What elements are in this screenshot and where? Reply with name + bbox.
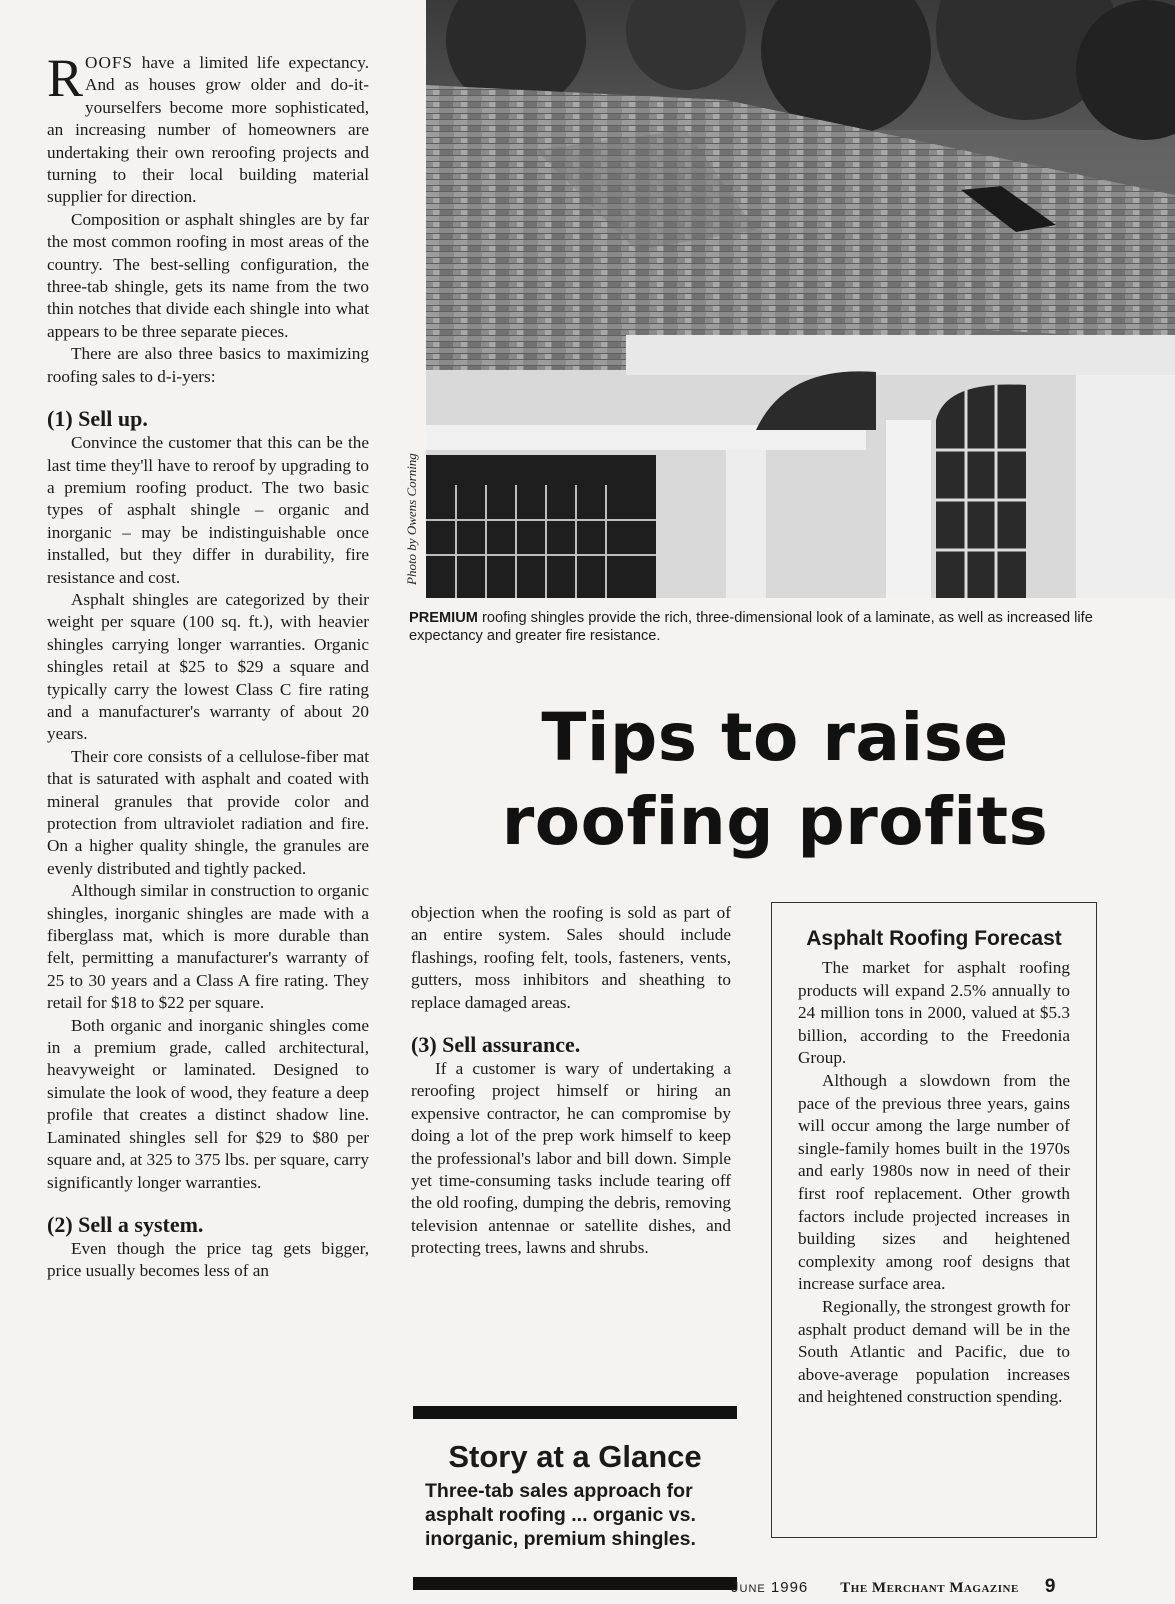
article-paragraph-1-text: have a limited life expectancy. And as houses grow older and do-it-yourselfers become more sophisticated, an increasing number of homeowners are undertaking their own reroofing projects and turning to their local building material supplier for direction. <box>47 53 369 207</box>
lead-caps: OOFS <box>85 53 133 72</box>
sidebar-paragraph-1: The market for asphalt roofing products will expand 2.5% annually to 24 million tons in 2000, valued at $5.3 billion, according to the Freedonia Group. <box>798 958 1070 1068</box>
page-footer <box>731 1576 1111 1598</box>
roof-photo-illustration <box>426 0 1175 598</box>
article-paragraph-10: objection when the roofing is sold as part of an entire system. Sales should include flashings, roofing felt, tools, fasteners, vents, gutters, moss inhibitors and sheathing to replace damaged areas. <box>411 903 731 1012</box>
subhead-sell-assurance: (3) Sell assurance. <box>411 1032 581 1058</box>
article-column-middle <box>411 902 731 1260</box>
article-column-left <box>47 48 369 1283</box>
sidebar-title: Asphalt Roofing Forecast <box>806 927 1062 950</box>
magazine-name: The Merchant Magazine <box>840 1580 1019 1596</box>
issue-date: June 1996 <box>731 1579 809 1596</box>
headline <box>430 696 1120 864</box>
glance-top-rule <box>413 1406 737 1419</box>
photo-caption <box>409 609 1109 645</box>
caption-text: roofing shingles provide the rich, three-dimensional look of a laminate, as well as increased life expectancy and greater fire resistance. <box>409 610 1093 644</box>
article-paragraph-6: Their core consists of a cellulose-fiber mat that is saturated with asphalt and coated with mineral granules that provide color and protection from ultraviolet radiation and fire. On a higher quality shingle, the granules are evenly distributed and tightly packed. <box>47 746 369 878</box>
subhead-sell-up: (1) Sell up. <box>47 406 148 432</box>
article-paragraph-8: Both organic and inorganic shingles come in a premium grade, called architectural, heavyweight or laminated. Designed to simulate the look of wood, they feature a deep profile that creates a distinct shadow line. Laminated shingles sell for $29 to $80 per square and, at 325 to 375 lbs. per square, carry significantly longer warranties. <box>47 1015 369 1192</box>
article-paragraph-5: Asphalt shingles are categorized by their weight per square (100 sq. ft.), with heavier shingles carrying longer warranties. Organic shingles retail at $25 to $29 a square and typically carry the lowest Class C fire rating and a manufacturer's warranty of about 20 years. <box>47 589 369 744</box>
article-paragraph-4: Convince the customer that this can be the last time they'll have to reroof by upgrading to a premium roofing product. The two basic types of asphalt shingle – organic and inorganic – may be indistinguishable once installed, but they differ in durability, fire resistance and cost. <box>47 433 369 587</box>
page-number: 9 <box>1044 1576 1056 1597</box>
story-at-a-glance <box>413 1406 737 1590</box>
article-paragraph-2: Composition or asphalt shingles are by far the most common roofing in most areas of the country. The best-selling configuration, the three-tab shingle, gets its name from the two thin notches that divide each shingle into what appears to be three separate pieces. <box>47 209 369 341</box>
article-paragraph-1 <box>47 48 369 209</box>
article-paragraph-3: There are also three basics to maximizing roofing sales to d-i-yers: <box>47 344 369 386</box>
caption-lead: PREMIUM <box>409 610 478 626</box>
roof-photo <box>426 0 1175 598</box>
glance-bottom-rule <box>413 1577 737 1590</box>
glance-title: Story at a Glance <box>448 1439 702 1474</box>
glance-text: Three-tab sales approach for asphalt roofing ... organic vs. inorganic, premium shingles. <box>425 1480 696 1550</box>
sidebar-paragraph-2: Although a slowdown from the pace of the previous three years, gains will occur among the large number of single-family homes built in the 1970s and early 1980s now in need of their first roof replacement. Other growth factors include projected increases in building sizes and heightened complexity among roof designs that increase surface area. <box>798 1070 1070 1294</box>
headline-line-1: Tips to raise <box>541 699 1009 776</box>
sidebar-paragraph-3: Regionally, the strongest growth for asphalt product demand will be in the South Atlantic and Pacific, due to above-average population increases and heightened construction spending. <box>798 1296 1070 1407</box>
drop-cap: R <box>47 48 84 108</box>
article-paragraph-11: If a customer is wary of undertaking a reroofing project himself or hiring an expensive contractor, he can compromise by doing a lot of the prep work himself to keep the professional's labor and bill down. Simple yet time-consuming tasks include tearing off the old roofing, dumping the debris, removing television antennae or satellite dishes, and protecting trees, lawns and shrubs. <box>411 1059 731 1258</box>
article-paragraph-9: Even though the price tag gets bigger, price usually becomes less of an <box>47 1238 369 1281</box>
forecast-sidebar <box>771 902 1097 1538</box>
subhead-sell-system: (2) Sell a system. <box>47 1211 204 1237</box>
article-paragraph-7: Although similar in construction to organic shingles, inorganic shingles are made with a fiberglass mat, which is more durable than felt, permitting a manufacturer's warranty of 25 to 30 years and a Class A fire rating. They retail for $18 to $22 per square. <box>47 881 369 1013</box>
headline-line-2: roofing profits <box>501 783 1049 860</box>
photo-credit: Photo by Owens Corning <box>404 453 419 585</box>
